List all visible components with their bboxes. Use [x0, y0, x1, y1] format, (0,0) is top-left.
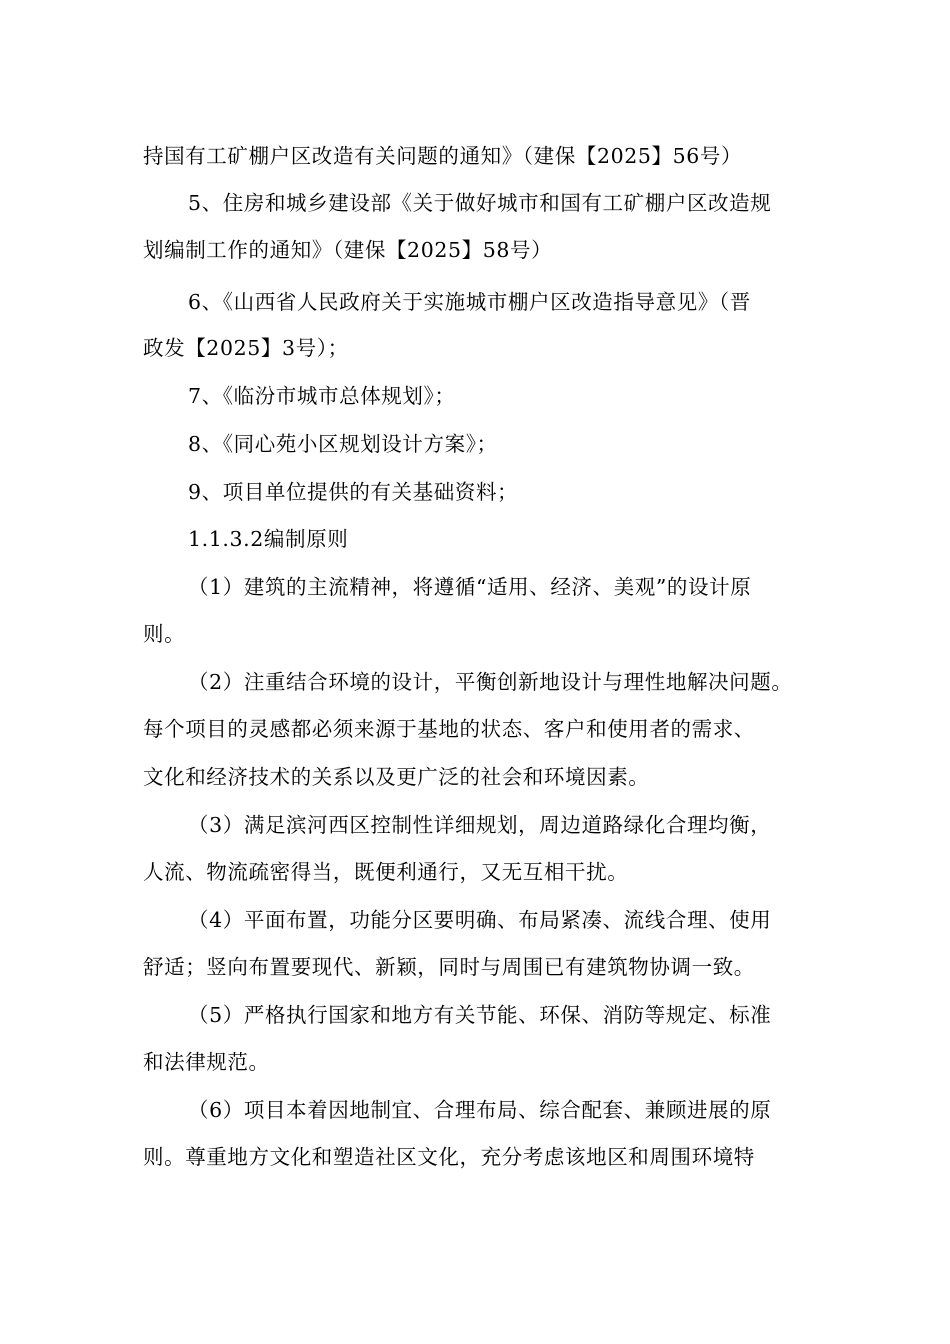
text-line: 舒适；竖向布置要现代、新颖，同时与周围已有建筑物协调一致。 — [143, 955, 755, 979]
text-line: （3）满足滨河西区控制性详细规划，周边道路绿化合理均衡， — [188, 813, 772, 837]
text-line: 划编制工作的通知》（建保【2025】58号） — [143, 238, 553, 262]
text-line: 7、《临汾市城市总体规划》； — [188, 384, 456, 408]
text-line: 8、《同心苑小区规划设计方案》； — [188, 432, 498, 456]
text-line: （1）建筑的主流精神，将遵循“适用、经济、美观”的设计原 — [188, 575, 752, 599]
text-line: 人流、物流疏密得当，既便利通行，又无互相干扰。 — [143, 860, 629, 884]
text-line: 文化和经济技术的关系以及更广泛的社会和环境因素。 — [143, 765, 650, 789]
text-line: 则。尊重地方文化和塑造社区文化，充分考虑该地区和周围环境特 — [143, 1145, 755, 1169]
text-line: 政发【2025】3号）； — [143, 336, 349, 360]
text-line: 和法律规范。 — [143, 1050, 270, 1074]
text-line: （6）项目本着因地制宜、合理布局、综合配套、兼顾进展的原 — [188, 1098, 772, 1122]
section-heading: 1.1.3.2编制原则 — [188, 527, 349, 551]
text-line: 5、住房和城乡建设部《关于做好城市和国有工矿棚户区改造规 — [188, 191, 772, 215]
text-line: （2）注重结合环境的设计，平衡创新地设计与理性地解决问题。 — [188, 670, 793, 694]
text-line: 6、《山西省人民政府关于实施城市棚户区改造指导意见》（晋 — [188, 290, 751, 314]
text-line: 每个项目的灵感都必须来源于基地的状态、客户和使用者的需求、 — [143, 717, 755, 741]
text-line: （5）严格执行国家和地方有关节能、环保、消防等规定、标准 — [188, 1003, 772, 1027]
text-line: 持国有工矿棚户区改造有关问题的通知》（建保【2025】56号） — [143, 144, 743, 168]
text-line: 9、项目单位提供的有关基础资料； — [188, 480, 519, 504]
text-line: （4）平面布置，功能分区要明确、布局紧凑、流线合理、使用 — [188, 908, 772, 932]
text-line: 则。 — [143, 622, 186, 646]
